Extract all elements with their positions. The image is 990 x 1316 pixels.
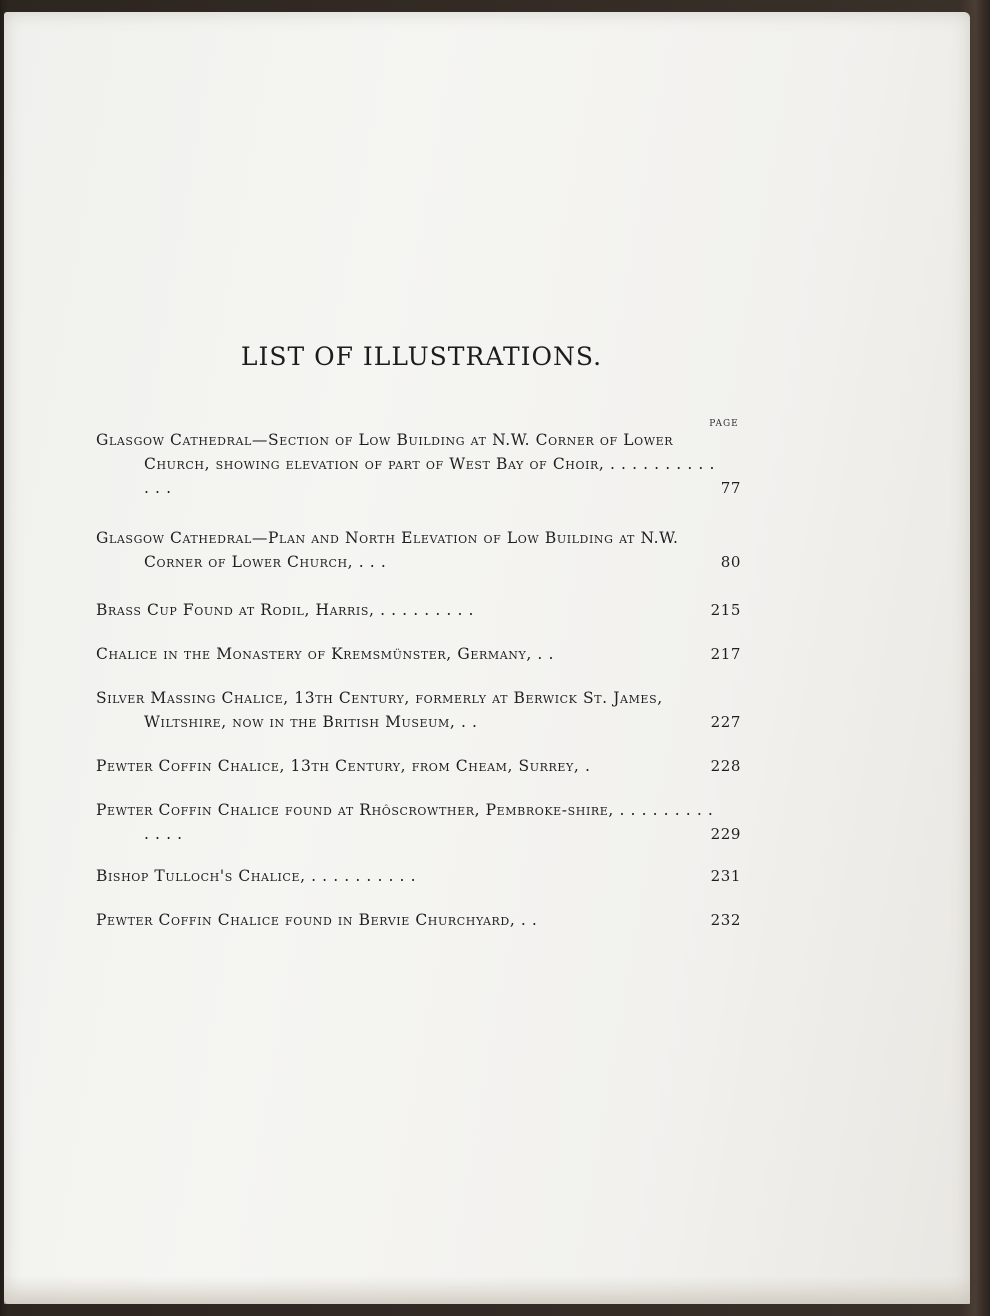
page-column-header: PAGE	[709, 419, 739, 429]
entry-page-number: 80	[720, 553, 741, 571]
illustration-entry	[96, 526, 741, 574]
entry-page-number: 232	[710, 911, 741, 929]
entry-page-number: 229	[710, 825, 741, 843]
illustration-entry	[96, 864, 741, 888]
entry-title: Chalice in the Monastery of Kremsmünster, Germany, . .	[96, 645, 554, 663]
entry-title: Glasgow Cathedral—Section of Low Building at N.W. Corner of Lower Church, showing elevation of part of West Bay of Choir, . . . . . . . . . . . . .	[96, 431, 715, 497]
entry-title: Pewter Coffin Chalice found in Bervie Churchyard, . .	[96, 911, 538, 929]
illustration-entry	[96, 642, 741, 666]
entry-page-number: 77	[720, 479, 741, 497]
book-page	[4, 12, 970, 1304]
illustration-entry	[96, 428, 741, 500]
illustration-entry	[96, 798, 741, 846]
entry-page-number: 231	[710, 867, 741, 885]
entry-title: Glasgow Cathedral—Plan and North Elevation of Low Building at N.W. Corner of Lower Church, . . .	[96, 529, 679, 571]
entry-title: Brass Cup Found at Rodil, Harris, . . . . . . . . .	[96, 601, 475, 619]
entry-page-number: 227	[710, 713, 741, 731]
entry-title: Silver Massing Chalice, 13th Century, formerly at Berwick St. James, Wiltshire, now in the British Museum, . .	[96, 689, 663, 731]
entry-page-number: 217	[710, 645, 741, 663]
illustration-entry	[96, 908, 741, 932]
page-title: LIST OF ILLUSTRATIONS.	[240, 342, 603, 371]
entry-title: Bishop Tulloch's Chalice, . . . . . . . . . .	[96, 867, 417, 885]
illustration-entry	[96, 598, 741, 622]
entry-title: Pewter Coffin Chalice, 13th Century, from Cheam, Surrey, .	[96, 757, 591, 775]
entry-page-number: 228	[710, 757, 741, 775]
illustration-entry	[96, 686, 741, 734]
entry-title: Pewter Coffin Chalice found at Rhôscrowther, Pembroke-shire, . . . . . . . . . . . . .	[96, 801, 714, 843]
entry-page-number: 215	[710, 601, 741, 619]
illustration-entry	[96, 754, 741, 778]
